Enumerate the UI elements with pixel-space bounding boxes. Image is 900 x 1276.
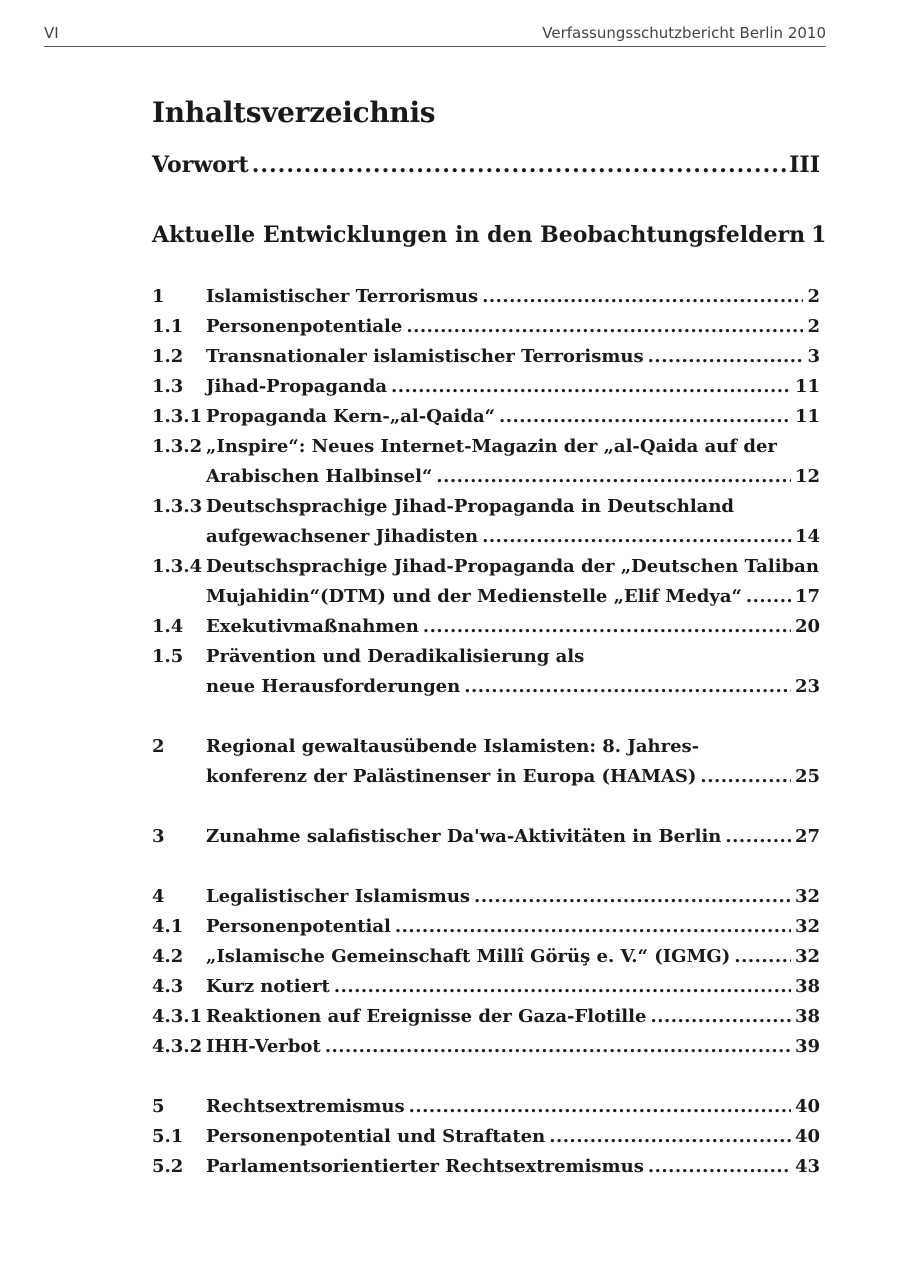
- toc-entry-number: 5.1: [152, 1126, 184, 1147]
- toc-entry-body: [206, 1092, 820, 1122]
- page-folio: VI: [44, 24, 59, 42]
- toc-entry-title: aufgewachsener Jihadisten: [206, 526, 479, 547]
- toc-entry-body: [206, 1002, 820, 1032]
- toc-entry-number: 3: [152, 826, 165, 847]
- toc-entry-number: 4.3: [152, 976, 184, 997]
- running-header: [44, 22, 826, 47]
- dot-leader: [549, 1122, 791, 1152]
- toc-entry-continuation[interactable]: [152, 522, 820, 552]
- toc-entry-number: 5.2: [152, 1156, 184, 1177]
- toc-entry-title: Vorwort: [152, 152, 249, 178]
- toc-entry-number: 1.4: [152, 616, 184, 637]
- toc-entry-number: 5: [152, 1096, 165, 1117]
- toc-entry-title: neue Herausforderungen: [206, 676, 461, 697]
- toc-entry[interactable]: [152, 342, 820, 372]
- toc-entry[interactable]: [152, 552, 820, 582]
- toc-entry-page: 25: [794, 766, 820, 787]
- dot-leader: [499, 402, 791, 432]
- toc-entry-page: 39: [794, 1036, 820, 1057]
- toc-entry-page: 2: [807, 316, 820, 337]
- dot-leader: [700, 762, 791, 792]
- toc-entry[interactable]: [152, 372, 820, 402]
- toc-entry-number: 1.3.1: [152, 406, 203, 427]
- toc-entry[interactable]: [152, 972, 820, 1002]
- toc-entry-title: Islamistischer Terrorismus: [206, 286, 479, 307]
- dot-leader: [252, 152, 786, 178]
- toc-entry-title: Personenpotentiale: [206, 316, 403, 337]
- toc-entry-aktuelle-entwicklungen[interactable]: [152, 222, 827, 248]
- toc-entry-body: [206, 1122, 820, 1152]
- toc-entry[interactable]: [152, 1152, 820, 1182]
- toc-entry-number: 1.5: [152, 646, 184, 667]
- toc-entry-body: [206, 882, 820, 912]
- toc-entry-number: 4.3.2: [152, 1036, 203, 1057]
- toc-entry[interactable]: [152, 882, 820, 912]
- toc-entry-body: [206, 492, 820, 522]
- toc-entry-page: 14: [794, 526, 820, 547]
- toc-entry-title: Legalistischer Islamismus: [206, 886, 471, 907]
- toc-entry[interactable]: [152, 1092, 820, 1122]
- toc-entry-number: 4.3.1: [152, 1006, 203, 1027]
- toc-entry-title: Parlamentsorientierter Rechtsextremismus: [206, 1156, 644, 1177]
- dot-leader: [648, 342, 804, 372]
- toc-entry-title: konferenz der Palästinenser in Europa (HAMAS): [206, 766, 697, 787]
- dot-leader: [482, 282, 803, 312]
- toc-entry-body: [206, 972, 820, 1002]
- toc-entry-page: III: [789, 152, 820, 178]
- toc-entry-page: 17: [794, 586, 820, 607]
- dot-leader: [648, 1152, 791, 1182]
- toc-entry-page: 40: [794, 1126, 820, 1147]
- toc-entry-title: Exekutivmaßnahmen: [206, 616, 419, 637]
- toc-entry[interactable]: [152, 1122, 820, 1152]
- toc-entry-page: 2: [807, 286, 820, 307]
- toc-entry-number: 1.3.2: [152, 436, 203, 457]
- toc-entry-page: 32: [794, 886, 820, 907]
- toc-entry-page: 32: [794, 946, 820, 967]
- toc-entry-body: [206, 732, 820, 762]
- dot-leader: [734, 942, 791, 972]
- dot-leader: [406, 312, 803, 342]
- toc-heading: Inhaltsverzeichnis: [152, 96, 436, 129]
- toc-entry-continuation[interactable]: [152, 462, 820, 492]
- toc-entry-body: [206, 762, 820, 792]
- toc-entry-number: 1.3.3: [152, 496, 203, 517]
- toc-entry-number: 2: [152, 736, 165, 757]
- toc-entry-title: IHH-Verbot: [206, 1036, 321, 1057]
- toc-entry-body: [206, 522, 820, 552]
- toc-entry-title: Arabischen Halbinsel“: [206, 466, 433, 487]
- toc-entry-title: Personenpotential: [206, 916, 391, 937]
- toc-entry-title: Rechtsextremismus: [206, 1096, 405, 1117]
- toc-entry-number: 4: [152, 886, 165, 907]
- toc-entry[interactable]: [152, 432, 820, 462]
- toc-entry-title: Propaganda Kern-„al-Qaida“: [206, 406, 495, 427]
- dot-leader: [423, 612, 791, 642]
- toc-entry-title: Reaktionen auf Ereignisse der Gaza-Flotille: [206, 1006, 647, 1027]
- dot-leader: [395, 912, 791, 942]
- toc-entry-title: Regional gewaltausübende Islamisten: 8. Jahres-: [206, 736, 700, 757]
- document-title: Verfassungsschutzbericht Berlin 2010: [542, 24, 826, 42]
- toc-entry-title: Transnationaler islamistischer Terrorismus: [206, 346, 644, 367]
- toc-entry[interactable]: [152, 402, 820, 432]
- toc-entry-continuation[interactable]: [152, 582, 820, 612]
- toc-entry-title: Mujahidin“(DTM) und der Medienstelle „Elif Medya“: [206, 586, 742, 607]
- toc-entry-page: 23: [794, 676, 820, 697]
- toc-entry-page: 3: [807, 346, 820, 367]
- toc-entry-body: [206, 1032, 820, 1062]
- toc-entry-page: 12: [794, 466, 820, 487]
- toc-entry-page: 1: [811, 222, 827, 248]
- dot-leader: [464, 672, 791, 702]
- dot-leader: [391, 372, 791, 402]
- toc-entry-body: [206, 942, 820, 972]
- toc-entry-page: 38: [794, 1006, 820, 1027]
- toc-entry-body: [206, 312, 820, 342]
- toc-entry[interactable]: [152, 312, 820, 342]
- toc-entry-body: [206, 402, 820, 432]
- toc-entry-continuation[interactable]: [152, 672, 820, 702]
- toc-entry-number: 1.3: [152, 376, 184, 397]
- toc-entry-body: [206, 912, 820, 942]
- toc-entry-body: [206, 612, 820, 642]
- toc-entry[interactable]: [152, 1032, 820, 1062]
- toc-entry-page: 11: [794, 406, 820, 427]
- toc-entry-title: Kurz notiert: [206, 976, 330, 997]
- toc-entry-number: 4.1: [152, 916, 184, 937]
- toc-entry-title: Aktuelle Entwicklungen in den Beobachtungsfeldern: [152, 222, 806, 248]
- toc-entry[interactable]: [152, 642, 820, 672]
- dot-leader: [746, 582, 791, 612]
- dot-leader: [436, 462, 791, 492]
- toc-entry-title: Deutschsprachige Jihad-Propaganda in Deutschland: [206, 496, 734, 517]
- dot-leader: [650, 1002, 791, 1032]
- toc-entry[interactable]: [152, 282, 820, 312]
- toc-entry-body: [206, 342, 820, 372]
- toc-entry-page: 40: [794, 1096, 820, 1117]
- toc-entry-page: 38: [794, 976, 820, 997]
- toc-entry-number: 1: [152, 286, 165, 307]
- dot-leader: [474, 882, 791, 912]
- toc-entry[interactable]: [152, 1002, 820, 1032]
- toc-entry-vorwort[interactable]: [152, 152, 820, 178]
- toc-entry-title: Personenpotential und Straftaten: [206, 1126, 546, 1147]
- toc-entry-number: 1.3.4: [152, 556, 203, 577]
- toc-entry-body: [206, 672, 820, 702]
- toc-entry[interactable]: [152, 912, 820, 942]
- toc-entry[interactable]: [152, 942, 820, 972]
- toc-entry[interactable]: [152, 612, 820, 642]
- toc-entry-title: Zunahme salafistischer Da'wa-Aktivitäten in Berlin: [206, 826, 722, 847]
- toc-entry-title: „Inspire“: Neues Internet-Magazin der „al-Qaida auf der: [206, 436, 777, 457]
- dot-leader: [409, 1092, 791, 1122]
- toc-entry[interactable]: [152, 492, 820, 522]
- toc-entry-page: 20: [794, 616, 820, 637]
- toc-entry[interactable]: [152, 822, 820, 852]
- toc-entry-body: [206, 432, 820, 462]
- toc-entry-body: [206, 372, 820, 402]
- dot-leader: [482, 522, 791, 552]
- toc-entry-page: 43: [794, 1156, 820, 1177]
- toc-entry-body: [206, 642, 820, 672]
- toc-entry-title: Prävention und Deradikalisierung als: [206, 646, 585, 667]
- toc-entry-title: „Islamische Gemeinschaft Millî Görüş e. V.“ (IGMG): [206, 946, 731, 967]
- toc-entry-body: [206, 1152, 820, 1182]
- toc-entry-page: 32: [794, 916, 820, 937]
- toc-entry-number: 4.2: [152, 946, 184, 967]
- toc-entry-title: Jihad-Propaganda: [206, 376, 388, 397]
- dot-leader: [334, 972, 791, 1002]
- toc-entry-body: [206, 582, 820, 612]
- toc-entry-continuation[interactable]: [152, 762, 820, 792]
- toc-entry-number: 1.2: [152, 346, 184, 367]
- toc-entry-title: Deutschsprachige Jihad-Propaganda der „Deutschen Taliban: [206, 556, 819, 577]
- toc-entry-page: 27: [794, 826, 820, 847]
- toc-entry-page: 11: [794, 376, 820, 397]
- toc-entry[interactable]: [152, 732, 820, 762]
- toc-entry-number: 1.1: [152, 316, 184, 337]
- toc-entry-body: [206, 462, 820, 492]
- toc-entry-body: [206, 552, 820, 582]
- toc-entry-body: [206, 822, 820, 852]
- toc-entry-body: [206, 282, 820, 312]
- dot-leader: [325, 1032, 791, 1062]
- dot-leader: [725, 822, 791, 852]
